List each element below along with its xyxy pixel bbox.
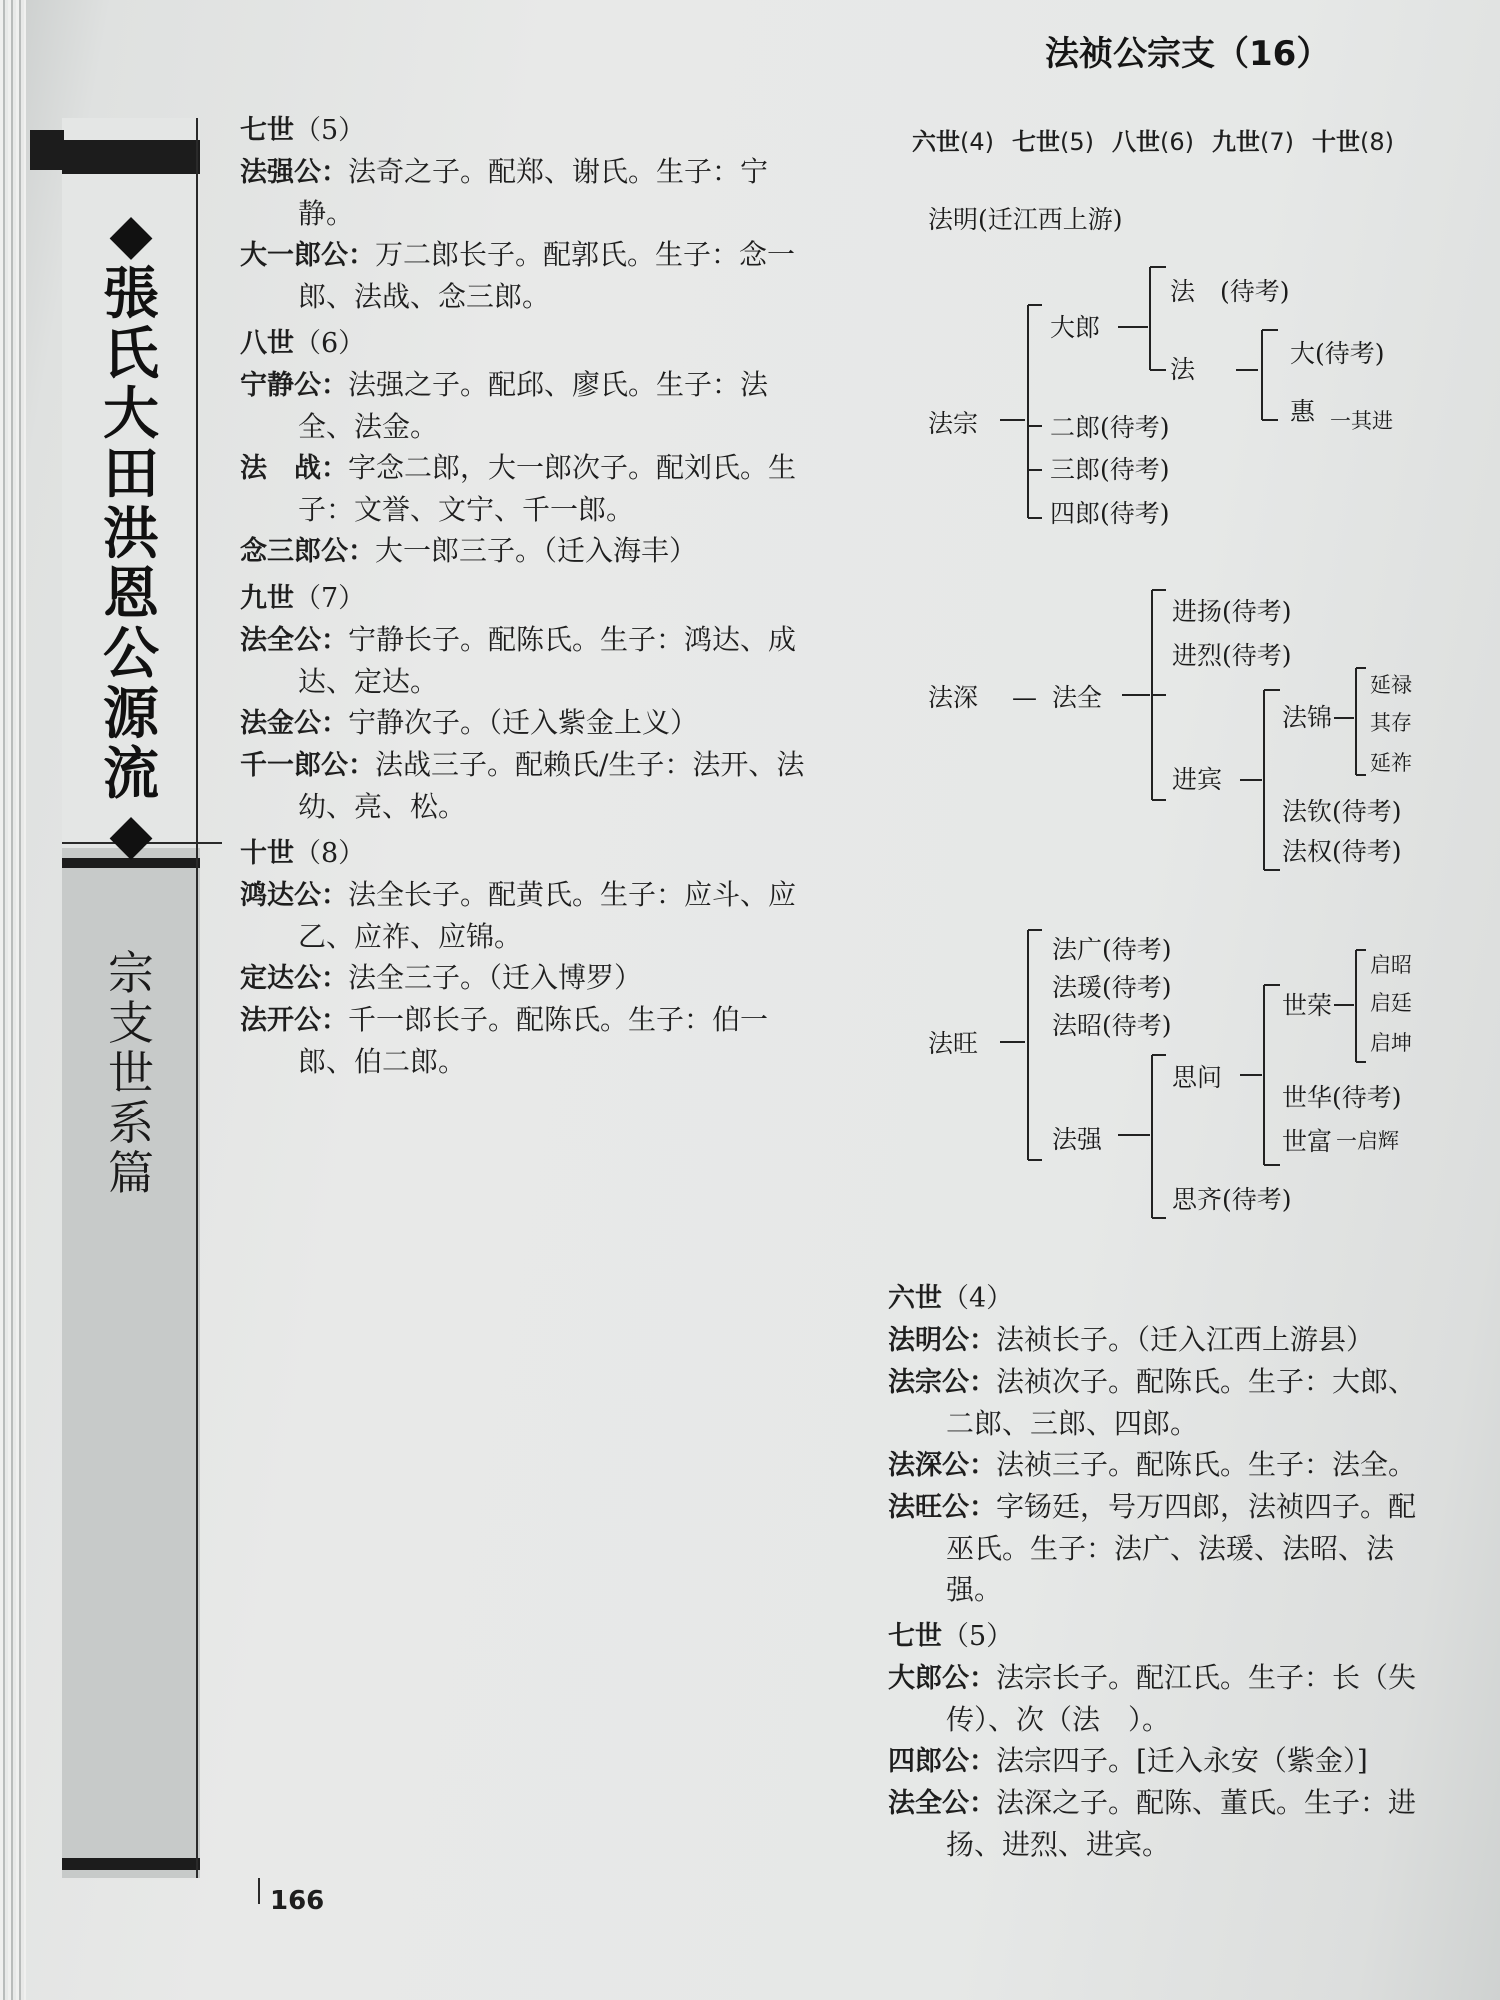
tree-node-fazong: 法宗 bbox=[928, 409, 979, 438]
generation-header-label: 七世 bbox=[1012, 128, 1060, 156]
entry-name: 法明公： bbox=[888, 1325, 996, 1356]
tree-node-qiting: 启廷 bbox=[1370, 991, 1412, 1015]
tree-node-jinlie: 进烈(待考) bbox=[1172, 641, 1292, 670]
tree-node-shifu: 世富 bbox=[1282, 1127, 1333, 1156]
tree-node-erlang: 二郎(待考) bbox=[1050, 413, 1170, 442]
generation-number: （6） bbox=[294, 328, 366, 359]
sidebar-title: ◆ 張 氏 大 田 洪 恩 公 源 流 ◆ bbox=[103, 202, 159, 867]
entry-text: 字钖廷，号万四郎，法祯四子。配巫氏。生子：法广、法瑗、法昭、法强。 bbox=[946, 1490, 1417, 1606]
entry-text: 法祯次子。配陈氏。生子：大郎、二郎、三郎、四郎。 bbox=[946, 1365, 1417, 1440]
entry-name: 法全公： bbox=[240, 625, 348, 656]
entry-text: 法宗长子。配江氏。生子：长（失传）、次（法 ）。 bbox=[946, 1661, 1417, 1736]
tree-node-sanlang: 三郎(待考) bbox=[1050, 455, 1170, 484]
tree-node-fayuan: 法瑗(待考) bbox=[1052, 973, 1172, 1002]
tree-node-hui: 惠 bbox=[1290, 397, 1316, 426]
tree-node-jinyang: 进扬(待考) bbox=[1172, 597, 1292, 626]
generation-label: 六世 bbox=[888, 1283, 942, 1314]
generation-number: （7） bbox=[294, 583, 366, 614]
entry-name: 定达公： bbox=[240, 963, 348, 994]
generation-header-label: 六世 bbox=[912, 128, 960, 156]
generation-header-label: 十世 bbox=[1312, 128, 1360, 156]
entry-name: 法金公： bbox=[240, 708, 348, 739]
genealogy-entry bbox=[888, 1361, 1428, 1444]
tree-node-faquan: 法全 bbox=[1052, 683, 1103, 712]
entry-name: 法深公： bbox=[888, 1450, 996, 1481]
page-number: 166 bbox=[270, 1886, 325, 1916]
tree-node-faguang: 法广(待考) bbox=[1052, 935, 1172, 964]
page-title: 法祯公宗支（16） bbox=[1045, 34, 1331, 74]
entry-name: 四郎公： bbox=[888, 1746, 996, 1777]
generation-heading bbox=[888, 1278, 1428, 1319]
entry-text: 法全三子。（迁入博罗） bbox=[348, 961, 643, 994]
entry-name: 念三郎公： bbox=[240, 536, 375, 567]
entry-text: 法祯三子。配陈氏。生子：法全。 bbox=[996, 1448, 1417, 1481]
entry-text: 宁静长子。配陈氏。生子：鸿达、成达、定达。 bbox=[298, 623, 797, 698]
entry-text: 千一郎长子。配陈氏。生子：伯一郎、伯二郎。 bbox=[298, 1003, 769, 1078]
tree-node-qizhao: 启昭 bbox=[1370, 953, 1412, 977]
generation-number: （5） bbox=[942, 1621, 1014, 1652]
generation-label: 七世 bbox=[888, 1621, 942, 1652]
generation-label: 十世 bbox=[240, 838, 294, 869]
tree-node-fashen: 法深 bbox=[928, 683, 979, 712]
generation-header-number: (8) bbox=[1360, 128, 1394, 156]
entry-text: 万二郎长子。配郭氏。生子：念一郎、法战、念三郎。 bbox=[298, 238, 796, 313]
sidebar-subtitle: 宗 支 世 系 篇 bbox=[108, 946, 154, 1200]
generation-header-number: (7) bbox=[1260, 128, 1294, 156]
tree-node-qihui: 一启辉 bbox=[1336, 1129, 1399, 1153]
entry-name: 法开公： bbox=[240, 1005, 348, 1036]
entry-name: 法全公： bbox=[888, 1788, 996, 1819]
entry-text: 法奇之子。配郑、谢氏。生子：宁静。 bbox=[298, 155, 769, 230]
generation-label: 七世 bbox=[240, 115, 294, 146]
tree-node-silang: 四郎(待考) bbox=[1050, 499, 1170, 528]
tree-node-shirong: 世荣 bbox=[1282, 991, 1333, 1020]
entry-text: 法深之子。配陈、董氏。生子：进扬、进烈、进宾。 bbox=[946, 1786, 1417, 1861]
tree-node-faming: 法明(迁江西上游) bbox=[928, 205, 1123, 234]
entry-text: 法宗四子。[迁入永安（紫金）] bbox=[996, 1744, 1368, 1777]
generation-number: （4） bbox=[942, 1283, 1014, 1314]
entry-name: 法旺公： bbox=[888, 1492, 996, 1523]
entry-text: 大一郎三子。（迁入海丰） bbox=[375, 534, 698, 567]
entry-name: 鸿达公： bbox=[240, 880, 348, 911]
entry-name: 宁静公： bbox=[240, 370, 348, 401]
tree-node-qikun: 启坤 bbox=[1370, 1031, 1412, 1055]
generation-number: （5） bbox=[294, 115, 366, 146]
generation-header-number: (4) bbox=[960, 128, 994, 156]
generation-header-label: 八世 bbox=[1112, 128, 1160, 156]
generation-header-number: (6) bbox=[1160, 128, 1194, 156]
entry-text: 法强之子。配邱、廖氏。生子：法全、法金。 bbox=[298, 368, 769, 443]
tree-node-siwen: 思问 bbox=[1172, 1063, 1223, 1092]
genealogy-entry bbox=[888, 1740, 1428, 1782]
tree-node-faquan2: 法权(待考) bbox=[1282, 837, 1402, 866]
tree-node-fazhao: 法昭(待考) bbox=[1052, 1011, 1172, 1040]
entry-name: 法 战： bbox=[240, 453, 348, 484]
genealogy-entry bbox=[888, 1319, 1428, 1361]
entry-name: 千一郎公： bbox=[240, 750, 375, 781]
tree-node-fawang: 法旺 bbox=[928, 1029, 979, 1058]
tree-dash: — bbox=[1012, 683, 1037, 712]
tree-node-hui-son: 一其进 bbox=[1330, 409, 1393, 433]
generation-label: 九世 bbox=[240, 583, 294, 614]
tree-node-jinbin: 进宾 bbox=[1172, 765, 1223, 794]
entry-text: 法战三子。配赖氏/生子：法开、法幼、亮、松。 bbox=[298, 748, 805, 823]
tree-node-fa-1: 法 (待考) bbox=[1170, 277, 1290, 306]
tree-node-yanzuo: 延祚 bbox=[1370, 751, 1412, 775]
tree-node-faqin: 法钦(待考) bbox=[1282, 797, 1402, 826]
entry-name: 大一郎公： bbox=[240, 240, 375, 271]
generation-number: （8） bbox=[294, 838, 366, 869]
genealogy-entry bbox=[888, 1782, 1428, 1865]
entry-text: 字念二郎，大一郎次子。配刘氏。生子：文誉、文宁、千一郎。 bbox=[298, 451, 797, 526]
tree-node-dalang: 大郎 bbox=[1050, 313, 1101, 342]
tree-node-fajin: 法锦 bbox=[1282, 703, 1333, 732]
generation-label: 八世 bbox=[240, 328, 294, 359]
entry-name: 法宗公： bbox=[888, 1367, 996, 1398]
genealogy-entry bbox=[888, 1657, 1428, 1740]
genealogy-entry bbox=[888, 1444, 1428, 1486]
tree-node-siqi: 思齐(待考) bbox=[1172, 1185, 1292, 1214]
entry-name: 大郎公： bbox=[888, 1663, 996, 1694]
entry-text: 法祯长子。（迁入江西上游县） bbox=[996, 1323, 1375, 1356]
tree-node-qicun: 其存 bbox=[1370, 711, 1412, 735]
entry-text: 宁静次子。（迁入紫金上义） bbox=[348, 706, 699, 739]
entry-text: 法全长子。配黄氏。生子：应斗、应乙、应祚、应锦。 bbox=[298, 878, 797, 953]
right-text-column bbox=[888, 1272, 1428, 1865]
tree-node-faqiang: 法强 bbox=[1052, 1125, 1103, 1154]
tree-node-fa-2: 法 bbox=[1170, 355, 1196, 384]
tree-node-shihua: 世华(待考) bbox=[1282, 1083, 1402, 1112]
genealogy-entry bbox=[888, 1486, 1428, 1610]
generation-header-number: (5) bbox=[1060, 128, 1094, 156]
tree-node-da: 大(待考) bbox=[1290, 339, 1385, 368]
generation-header-label: 九世 bbox=[1212, 128, 1260, 156]
tree-node-yanlu: 延禄 bbox=[1370, 673, 1412, 697]
entry-name: 法强公： bbox=[240, 157, 348, 188]
generation-heading bbox=[888, 1616, 1428, 1657]
